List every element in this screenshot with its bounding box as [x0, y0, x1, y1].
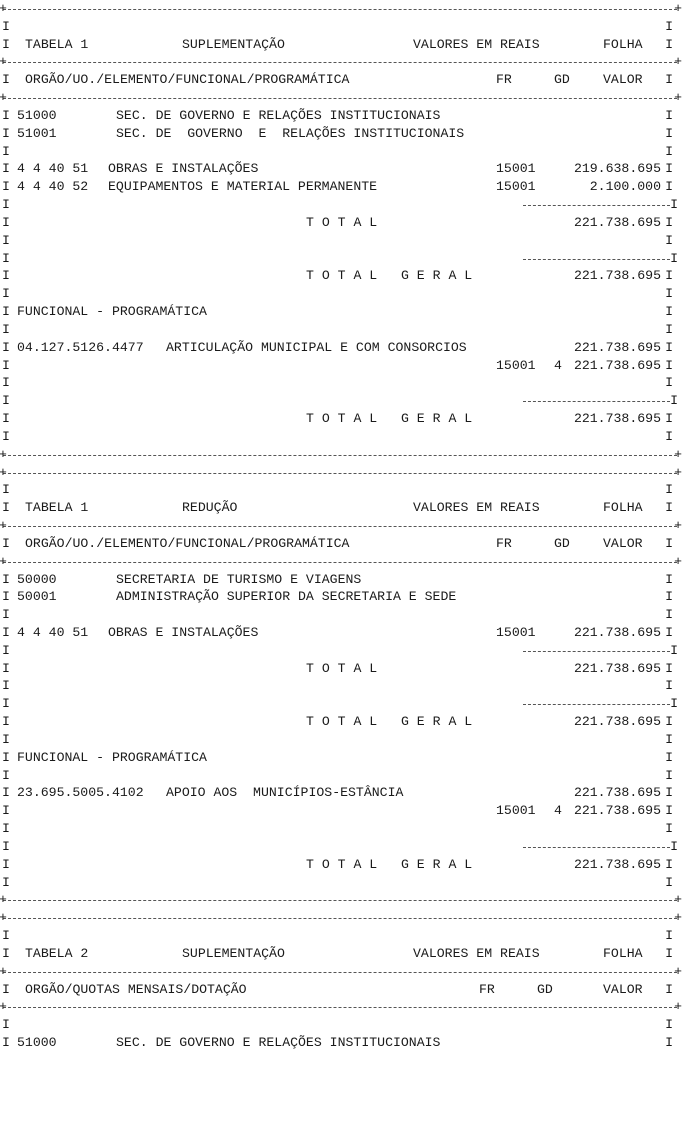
funcional-heading-row: I FUNCIONAL - PROGRAMÁTICA I [2, 749, 673, 765]
element-name: EQUIPAMENTOS E MATERIAL PERMANENTE [108, 179, 378, 195]
total-geral-value: 221.738.695 [573, 856, 661, 872]
element-valor: 2.100.000 [589, 179, 661, 195]
blank-line: I I [2, 321, 673, 337]
column-header-fr: FR [496, 72, 512, 88]
blank-line: I I [2, 767, 673, 783]
blank-line: I I [2, 482, 673, 498]
funcional-sub-valor: 221.738.695 [573, 803, 661, 819]
org-code: 51000 [17, 107, 57, 123]
total-label: T O T A L [306, 214, 378, 230]
values-label: VALORES EM REAIS [413, 500, 540, 516]
funcional-sub-valor: 221.738.695 [573, 357, 661, 373]
org-row: I 51000 SEC. DE GOVERNO E RELAÇÕES INSTITUCIONAIS I [2, 107, 673, 123]
separator: + + [0, 446, 680, 464]
element-name: OBRAS E INSTALAÇÕES [108, 624, 259, 640]
element-fr: 15001 [496, 179, 536, 195]
funcional-fr: 15001 [496, 357, 536, 373]
column-header-fr: FR [496, 535, 512, 551]
org-code: 51000 [17, 1035, 57, 1051]
total-geral-label: T O T A L G E R A L [306, 268, 473, 284]
separator: + + [0, 998, 680, 1016]
element-name: OBRAS E INSTALAÇÕES [108, 161, 259, 177]
separator: + + [0, 909, 680, 927]
funcional-heading-row: I FUNCIONAL - PROGRAMÁTICA I [2, 304, 673, 320]
funcional-code: 23.695.5005.4102 [17, 785, 144, 801]
total-geral-label: T O T A L G E R A L [306, 411, 473, 427]
column-header-orgao: ORGÃO/QUOTAS MENSAIS/DOTAÇÃO [25, 981, 247, 997]
column-header-fr: FR [479, 981, 495, 997]
separator: + + [0, 963, 680, 981]
subtotal-rule: I I [0, 392, 680, 410]
subtotal-rule: I I [0, 250, 680, 268]
funcional-fr: 15001 [496, 803, 536, 819]
blank-line: I I [2, 18, 673, 34]
org-name: SEC. DE GOVERNO E RELAÇÕES INSTITUCIONAIS [116, 125, 465, 141]
element-row: I 4 4 40 52 EQUIPAMENTOS E MATERIAL PERMANENTE 15001 2.100.000 I [2, 179, 673, 195]
blank-line: I I [2, 731, 673, 747]
total-geral-row: I T O T A L G E R A L 221.738.695 I [2, 268, 673, 284]
funcional-gd: 4 [554, 803, 562, 819]
element-valor: 221.738.695 [573, 624, 661, 640]
total-geral-row: I T O T A L G E R A L 221.738.695 I [2, 411, 673, 427]
blank-line: I I [2, 232, 673, 248]
sheet-label: FOLHA [603, 36, 643, 52]
separator: + + [0, 0, 680, 18]
funcional-heading: FUNCIONAL - PROGRAMÁTICA [17, 749, 207, 765]
column-header-valor: VALOR [603, 535, 643, 551]
separator: + + [0, 891, 680, 909]
table-type: REDUÇÃO [182, 500, 238, 516]
org-name: SEC. DE GOVERNO E RELAÇÕES INSTITUCIONAIS [116, 107, 441, 123]
org-code: 50001 [17, 589, 57, 605]
element-code: 4 4 40 52 [17, 179, 89, 195]
separator: + + [0, 53, 680, 71]
table-title-row: I TABELA 1 REDUÇÃO VALORES EM REAIS FOLHA I [2, 500, 673, 516]
column-header-valor: VALOR [603, 72, 643, 88]
table-label: TABELA 2 [25, 945, 89, 961]
blank-line: I I [2, 607, 673, 623]
funcional-source-row: I 15001 4 221.738.695 I [2, 357, 673, 373]
org-name: ADMINISTRAÇÃO SUPERIOR DA SECRETARIA E SEDE [116, 589, 457, 605]
org-code: 50000 [17, 571, 57, 587]
total-geral-value: 221.738.695 [573, 268, 661, 284]
blank-line: I I [2, 143, 673, 159]
element-row: I 4 4 40 51 OBRAS E INSTALAÇÕES 15001 221.738.695 I [2, 624, 673, 640]
funcional-name: ARTICULAÇÃO MUNICIPAL E COM CONSORCIOS [166, 339, 467, 355]
blank-line: I I [2, 678, 673, 694]
element-row: I 4 4 40 51 OBRAS E INSTALAÇÕES 15001 219.638.695 I [2, 161, 673, 177]
total-value: 221.738.695 [573, 660, 661, 676]
blank-line: I I [2, 286, 673, 302]
column-header-gd: GD [554, 72, 570, 88]
column-header-orgao: ORGÃO/UO./ELEMENTO/FUNCIONAL/PROGRAMÁTICA [25, 535, 350, 551]
column-header-valor: VALOR [603, 981, 643, 997]
subtotal-rule: I I [0, 642, 680, 660]
funcional-row: I 23.695.5005.4102 APOIO AOS MUNICÍPIOS-ESTÂNCIA 221.738.695 I [2, 785, 673, 801]
table-label: TABELA 1 [25, 36, 89, 52]
blank-line: I I [2, 1017, 673, 1033]
element-valor: 219.638.695 [573, 161, 661, 177]
blank-line: I I [2, 428, 673, 444]
values-label: VALORES EM REAIS [413, 36, 540, 52]
table-title-row: I TABELA 2 SUPLEMENTAÇÃO VALORES EM REAIS FOLHA I [2, 945, 673, 961]
funcional-code: 04.127.5126.4477 [17, 339, 144, 355]
blank-line: I I [2, 821, 673, 837]
org-row: I 51000 SEC. DE GOVERNO E RELAÇÕES INSTITUCIONAIS I [2, 1035, 673, 1051]
sheet-label: FOLHA [603, 500, 643, 516]
subtotal-rule: I I [0, 838, 680, 856]
funcional-valor: 221.738.695 [573, 785, 661, 801]
table-title-row: I TABELA 1 SUPLEMENTAÇÃO VALORES EM REAIS FOLHA I [2, 36, 673, 52]
sheet-label: FOLHA [603, 945, 643, 961]
element-fr: 15001 [496, 161, 536, 177]
funcional-heading: FUNCIONAL - PROGRAMÁTICA [17, 304, 207, 320]
subtotal-rule: I I [0, 695, 680, 713]
column-header-gd: GD [537, 981, 553, 997]
org-row: I 50001 ADMINISTRAÇÃO SUPERIOR DA SECRETARIA E SEDE I [2, 589, 673, 605]
total-geral-row: I T O T A L G E R A L 221.738.695 I [2, 856, 673, 872]
element-fr: 15001 [496, 624, 536, 640]
column-header-gd: GD [554, 535, 570, 551]
table-type: SUPLEMENTAÇÃO [182, 36, 285, 52]
total-geral-row: I T O T A L G E R A L 221.738.695 I [2, 714, 673, 730]
funcional-row: I 04.127.5126.4477 ARTICULAÇÃO MUNICIPAL E COM CONSORCIOS 221.738.695 I [2, 339, 673, 355]
funcional-valor: 221.738.695 [573, 339, 661, 355]
blank-line: I I [2, 928, 673, 944]
total-geral-value: 221.738.695 [573, 411, 661, 427]
total-value: 221.738.695 [573, 214, 661, 230]
separator: + + [0, 89, 680, 107]
column-header-row: I ORGÃO/QUOTAS MENSAIS/DOTAÇÃO FR GD VALOR I [2, 981, 673, 997]
column-header-row: I ORGÃO/UO./ELEMENTO/FUNCIONAL/PROGRAMÁTICA FR GD VALOR I [2, 72, 673, 88]
funcional-source-row: I 15001 4 221.738.695 I [2, 803, 673, 819]
org-code: 51001 [17, 125, 57, 141]
total-row: I T O T A L 221.738.695 I [2, 660, 673, 676]
element-code: 4 4 40 51 [17, 624, 89, 640]
blank-line: I I [2, 375, 673, 391]
element-code: 4 4 40 51 [17, 161, 89, 177]
total-geral-label: T O T A L G E R A L [306, 714, 473, 730]
column-header-orgao: ORGÃO/UO./ELEMENTO/FUNCIONAL/PROGRAMÁTICA [25, 72, 350, 88]
funcional-name: APOIO AOS MUNICÍPIOS-ESTÂNCIA [166, 785, 404, 801]
total-geral-label: T O T A L G E R A L [306, 856, 473, 872]
total-row: I T O T A L 221.738.695 I [2, 214, 673, 230]
total-geral-value: 221.738.695 [573, 714, 661, 730]
total-label: T O T A L [306, 660, 378, 676]
org-row: I 50000 SECRETARIA DE TURISMO E VIAGENS I [2, 571, 673, 587]
separator: + + [0, 464, 680, 482]
table-type: SUPLEMENTAÇÃO [182, 945, 285, 961]
blank-line: I I [2, 874, 673, 890]
org-name: SECRETARIA DE TURISMO E VIAGENS [116, 571, 362, 587]
column-header-row: I ORGÃO/UO./ELEMENTO/FUNCIONAL/PROGRAMÁTICA FR GD VALOR I [2, 535, 673, 551]
table-label: TABELA 1 [25, 500, 89, 516]
subtotal-rule: I I [0, 196, 680, 214]
separator: + + [0, 553, 680, 571]
separator: + + [0, 517, 680, 535]
values-label: VALORES EM REAIS [413, 945, 540, 961]
org-row: I 51001 SEC. DE GOVERNO E RELAÇÕES INSTITUCIONAIS I [2, 125, 673, 141]
org-name: SEC. DE GOVERNO E RELAÇÕES INSTITUCIONAIS [116, 1035, 441, 1051]
funcional-gd: 4 [554, 357, 562, 373]
